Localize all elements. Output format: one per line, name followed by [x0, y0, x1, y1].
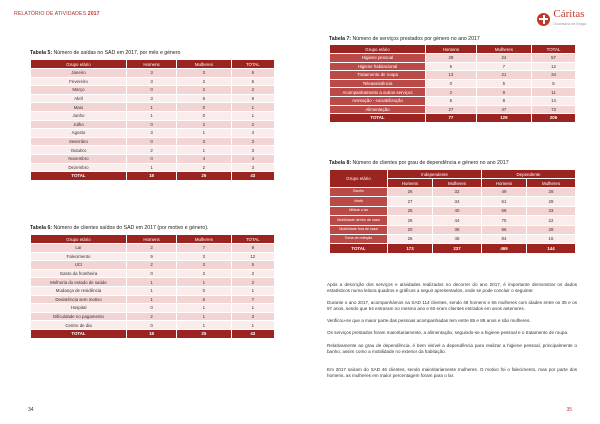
table-cell: 5	[231, 261, 274, 270]
table8-caption: Tabela 8: Número de clientes por grau de dependência e género no ano 2017	[329, 160, 509, 166]
table-cell: Alimentação	[330, 105, 426, 114]
table-cell: 0	[177, 103, 232, 112]
table-row	[31, 137, 275, 146]
table-cell: 1	[231, 111, 274, 120]
table-cell: 1	[177, 146, 232, 155]
table-row	[31, 94, 275, 103]
table-cell: 7	[476, 62, 531, 71]
table-cell: 13	[426, 71, 477, 80]
table-cell: 6	[177, 295, 232, 304]
total-cell: 144	[527, 244, 576, 253]
table-cell: 26	[388, 234, 433, 243]
table-cell: 4	[231, 129, 274, 138]
total-cell: TOTAL	[31, 329, 127, 338]
table-cell: 3	[127, 129, 177, 138]
column-header: TOTAL	[231, 235, 274, 244]
table-row	[330, 79, 576, 88]
table-cell: 0	[177, 111, 232, 120]
table-cell: 28	[527, 188, 576, 197]
table-cell: 2	[177, 163, 232, 172]
table-cell: 2	[127, 261, 177, 270]
table-cell: 6	[177, 94, 232, 103]
table-cell: 4	[231, 154, 274, 163]
table-cell: Higiene habitacional	[330, 62, 426, 71]
table-cell: 75	[481, 216, 526, 225]
table-row	[31, 278, 275, 287]
table-cell: 22	[527, 216, 576, 225]
table-cell: 26	[388, 206, 433, 215]
table-cell: 1	[127, 103, 177, 112]
table-row	[330, 216, 576, 225]
table-cell: 1	[177, 278, 232, 287]
table-cell: 5	[426, 62, 477, 71]
table-cell: 5	[532, 79, 576, 88]
table-cell: 3	[177, 69, 232, 78]
table-row	[31, 77, 275, 86]
table-row	[31, 69, 275, 78]
table-row	[31, 129, 275, 138]
total-cell: 129	[476, 114, 531, 123]
page-number: 35	[566, 407, 572, 413]
logo	[537, 9, 586, 29]
paragraph: Durante o ano 2017, acompanhámos na SAD 114 clientes, sendo 48 homens e 66 mulheres com idades entre os 35 e os 97 anos, sendo que 54 entraram no mesmo ano e 60 eram clientes entrados em anos anteriores.	[327, 300, 577, 312]
total-cell: 25	[177, 329, 232, 338]
total-cell: 469	[481, 244, 526, 253]
table-cell: 3	[127, 69, 177, 78]
table-cell: 34	[433, 197, 482, 206]
table-cell: Mobilidade dentro de casa	[330, 216, 388, 225]
column-subheader: Mulheres	[527, 179, 576, 188]
table-cell: Julho	[31, 120, 127, 129]
table-cell: Utilizar o wc	[330, 206, 388, 215]
table-cell: 49	[481, 188, 526, 197]
table-row	[31, 86, 275, 95]
table-cell: Mobilidade fora de casa	[330, 225, 388, 234]
table-cell: Banho	[330, 188, 388, 197]
table6	[30, 234, 275, 339]
table-cell: Toma de refeição	[330, 234, 388, 243]
column-header: TOTAL	[231, 60, 274, 69]
paragraph: Relativamente ao grau de dependência, é bem visível a dependência para realizar a higiene pessoal, principalmente o banho, assim como a mobilidade no exterior da habitação.	[327, 343, 577, 355]
total-cell: 206	[532, 114, 576, 123]
table-cell: 11	[532, 88, 576, 97]
column-header: TOTAL	[532, 45, 576, 54]
table-cell: 2	[231, 120, 274, 129]
table-row	[31, 252, 275, 261]
table-cell: 6	[426, 96, 477, 105]
dependent-header: Dependente	[481, 170, 575, 179]
table-cell: Março	[31, 86, 127, 95]
table-cell: 1	[127, 286, 177, 295]
table5	[30, 59, 275, 181]
table-cell: 2	[177, 86, 232, 95]
table-cell: 12	[231, 252, 274, 261]
table-cell: 5	[231, 77, 274, 86]
table-cell: Acompanhamento a outros serviços	[330, 88, 426, 97]
table-cell: Desistência sem motivo	[31, 295, 127, 304]
table-cell: 0	[127, 304, 177, 313]
table-cell: 1	[127, 278, 177, 287]
total-row	[330, 244, 576, 253]
table-row	[31, 295, 275, 304]
table-cell: 2	[127, 312, 177, 321]
table-cell: 3	[231, 163, 274, 172]
table-cell: 7	[231, 295, 274, 304]
table-cell: 2	[177, 120, 232, 129]
table-cell: Higiene pessoal	[330, 54, 426, 63]
table-cell: 1	[231, 321, 274, 330]
table-cell: Dificuldade no pagamento	[31, 312, 127, 321]
cross-icon	[537, 13, 550, 26]
table7-caption: Tabela 7: Número de serviços prestados por género no ano 2017	[329, 36, 480, 42]
table-row	[330, 206, 576, 215]
table-row	[31, 286, 275, 295]
independent-header: Independente	[388, 170, 482, 179]
table-cell: 3	[127, 77, 177, 86]
table-cell: Maio	[31, 103, 127, 112]
table-cell: 14	[532, 96, 576, 105]
table-cell: Setembro	[31, 137, 127, 146]
table-cell: 1	[231, 286, 274, 295]
table-row	[330, 188, 576, 197]
table-row	[31, 111, 275, 120]
table-cell: Animação - sociabilização	[330, 96, 426, 105]
table-row	[31, 146, 275, 155]
table-cell: Falecimento	[31, 252, 127, 261]
table-row	[330, 225, 576, 234]
table-cell: Gasto da frontheira	[31, 269, 127, 278]
table-cell: 27	[388, 197, 433, 206]
column-header: Homens	[127, 235, 177, 244]
table-cell: 27	[426, 105, 477, 114]
table-cell: 0	[127, 154, 177, 163]
table-cell: Lar	[31, 244, 127, 253]
table-cell: 4	[177, 154, 232, 163]
table-cell: 28	[527, 197, 576, 206]
table-cell: 47	[476, 105, 531, 114]
table-cell: 40	[433, 206, 482, 215]
table-cell: 16	[527, 234, 576, 243]
table-cell: 28	[527, 225, 576, 234]
column-header: Homens	[426, 45, 477, 54]
table-cell: 57	[532, 54, 576, 63]
total-cell: 173	[388, 244, 433, 253]
column-header: Mulheres	[476, 45, 531, 54]
total-cell: 237	[433, 244, 482, 253]
total-cell: 77	[426, 114, 477, 123]
table-cell: 68	[481, 206, 526, 215]
total-cell: 43	[231, 172, 274, 181]
table-cell: 26	[388, 188, 433, 197]
table7	[329, 44, 576, 123]
table-cell: 2	[177, 269, 232, 278]
table-cell: 0	[127, 321, 177, 330]
table-cell: 21	[476, 71, 531, 80]
table-cell: 2	[127, 244, 177, 253]
table-cell: 0	[177, 286, 232, 295]
table-row	[31, 304, 275, 313]
table-row	[330, 62, 576, 71]
column-subheader: Mulheres	[433, 179, 482, 188]
table-row	[330, 71, 576, 80]
table-row	[330, 105, 576, 114]
table-cell: 34	[532, 71, 576, 80]
total-row	[31, 172, 275, 181]
table-cell: 3	[231, 146, 274, 155]
total-row	[31, 329, 275, 338]
table-cell: Junho	[31, 111, 127, 120]
table-cell: Dezembro	[31, 163, 127, 172]
table-cell: 2	[231, 86, 274, 95]
table-cell: 1	[177, 312, 232, 321]
table-cell: Tratamento de roupa	[330, 71, 426, 80]
total-cell: 43	[231, 329, 274, 338]
table-cell: Janeiro	[31, 69, 127, 78]
paragraph: Os serviços prestados foram maioritariamente, a alimentação, seguindo-se a higiene pessoal e o tratamento de roupa.	[327, 330, 569, 335]
right-page	[300, 0, 600, 424]
table-cell: 0	[127, 120, 177, 129]
table-cell: 32	[433, 188, 482, 197]
table-cell: 2	[231, 278, 274, 287]
table-cell: 0	[426, 79, 477, 88]
table8	[329, 169, 576, 254]
table-cell: 1	[127, 163, 177, 172]
table-row	[31, 321, 275, 330]
table-row	[31, 312, 275, 321]
table-cell: 2	[426, 88, 477, 97]
table-row	[31, 163, 275, 172]
table-cell: 8	[476, 96, 531, 105]
table-cell: 44	[433, 216, 482, 225]
table-cell: Abril	[31, 94, 127, 103]
table-cell: 84	[481, 234, 526, 243]
table-cell: 5	[476, 79, 531, 88]
table-cell: Mudança de residência	[31, 286, 127, 295]
table-cell: Outubro	[31, 146, 127, 155]
table-cell: Teleassistência	[330, 79, 426, 88]
table-cell: 26	[388, 216, 433, 225]
column-header: Mulheres	[177, 60, 232, 69]
table-cell: 3	[177, 252, 232, 261]
table-cell: 3	[231, 137, 274, 146]
table-cell: 61	[481, 197, 526, 206]
table-cell: 9	[231, 94, 274, 103]
table-cell: 0	[127, 137, 177, 146]
table-cell: Fevereiro	[31, 77, 127, 86]
table-cell: 28	[426, 54, 477, 63]
table-cell: 24	[476, 54, 531, 63]
column-header: Grupo etário	[31, 235, 127, 244]
table-cell: 9	[476, 88, 531, 97]
total-cell: TOTAL	[330, 244, 388, 253]
table-cell: 48	[433, 234, 482, 243]
total-cell: 25	[177, 172, 232, 181]
column-header: Homens	[127, 60, 177, 69]
table-cell: 7	[177, 244, 232, 253]
table-row	[31, 244, 275, 253]
table-cell: 36	[433, 225, 482, 234]
table-cell: 73	[532, 105, 576, 114]
running-title: RELATÓRIO DE ATIVIDADES 2017	[14, 11, 100, 17]
table-cell: 1	[177, 321, 232, 330]
table-cell: 3	[177, 261, 232, 270]
table-cell: UCI	[31, 261, 127, 270]
group-header: Grupo etário	[330, 170, 388, 188]
column-header: Mulheres	[177, 235, 232, 244]
table-cell: 1	[127, 111, 177, 120]
table-row	[31, 103, 275, 112]
table-row	[330, 197, 576, 206]
paragraph: Após a descrição dos serviços e atividades realizados no decorrer do ano 2017, é importante demonstrar os dados estatísticos numa leitura quadros e gráficos a seguir apresentados, onde se pode concluir o seguinte:	[327, 282, 577, 294]
table-cell: Agosto	[31, 129, 127, 138]
table-row	[330, 234, 576, 243]
table-cell: 3	[231, 312, 274, 321]
table-cell: 1	[177, 304, 232, 313]
table-row	[31, 261, 275, 270]
total-row	[330, 114, 576, 123]
table-cell: 33	[527, 206, 576, 215]
table-cell: 2	[177, 77, 232, 86]
table-cell: 20	[388, 225, 433, 234]
paragraph: Em 2017 saíram do SAD 46 clientes, sendo maioritariamente mulheres. O motivo foi o falecimento, mas por parte dos homens, as mulheres em maior percentagem foram para o lar.	[327, 367, 577, 379]
table-cell: 3	[127, 94, 177, 103]
table-cell: 1	[231, 304, 274, 313]
table-row	[31, 120, 275, 129]
table-cell: Novembro	[31, 154, 127, 163]
table-row	[330, 96, 576, 105]
column-header: Grupo etário	[330, 45, 426, 54]
page-number: 34	[28, 407, 34, 413]
table-cell: 0	[127, 86, 177, 95]
table-row	[330, 88, 576, 97]
table-row	[31, 269, 275, 278]
paragraph: Verificou-se que a maior parte das pessoas acompanhadas tem entre 85 e 89 anos e são mulheres.	[327, 318, 531, 323]
table-cell: 1	[231, 103, 274, 112]
column-subheader: Homens	[388, 179, 433, 188]
table-cell: Vestir	[330, 197, 388, 206]
table-cell: 9	[127, 252, 177, 261]
table-cell: Melhoria do estado de saúde	[31, 278, 127, 287]
table-cell: 2	[127, 146, 177, 155]
total-cell: TOTAL	[31, 172, 127, 181]
table-cell: 1	[177, 129, 232, 138]
logo-text: Cáritas Diocesana de Braga	[553, 8, 586, 26]
table-cell: 9	[231, 244, 274, 253]
table-cell: Hospital	[31, 304, 127, 313]
table-cell: 12	[532, 62, 576, 71]
table-cell: 2	[231, 269, 274, 278]
column-subheader: Homens	[481, 179, 526, 188]
table-row	[330, 54, 576, 63]
table-cell: 3	[177, 137, 232, 146]
table-cell: 6	[231, 69, 274, 78]
table-cell: 1	[127, 295, 177, 304]
column-header: Grupo etário	[31, 60, 127, 69]
table-cell: 86	[481, 225, 526, 234]
table-row	[31, 154, 275, 163]
total-cell: 18	[127, 172, 177, 181]
table-cell: Centro de dia	[31, 321, 127, 330]
table6-caption: Tabela 6: Número de clientes saídos do SAD em 2017 (por motivo e género).	[30, 225, 209, 231]
total-cell: 18	[127, 329, 177, 338]
total-cell: TOTAL	[330, 114, 426, 123]
table5-caption: Tabela 5: Número de saídas no SAD em 2017, por mês e género	[30, 50, 181, 56]
table-cell: 0	[127, 269, 177, 278]
